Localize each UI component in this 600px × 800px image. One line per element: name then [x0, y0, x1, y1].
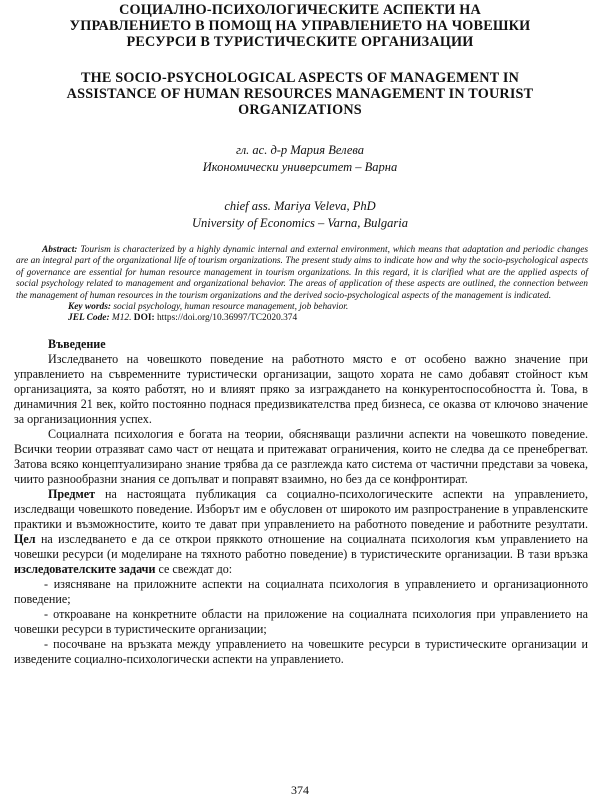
abstract-label: Abstract: [42, 245, 78, 255]
title-english [8, 70, 592, 118]
doi-link[interactable]: https://doi.org/10.36997/TC2020.374 [156, 313, 298, 324]
title-en-line: THE SOCIO-PSYCHOLOGICAL ASPECTS OF MANAGEMENT IN [80, 70, 520, 86]
task-list-item: - откроаване на конкретните области на приложение на социалната психология при управлението на човешки ресурси в туристическите организации; [14, 606, 588, 636]
page-number: 374 [291, 783, 309, 797]
keywords-text: social psychology, human resource management, job behavior. [113, 302, 349, 313]
title-bg-line: СОЦИАЛНО-ПСИХОЛОГИЧЕСКИТЕ АСПЕКТИ НА [119, 2, 481, 18]
body-text-run: на изследването е да се открои пряккото отношение на социалната психология към управлението на човешки ресурси (и моделиране на тяхното работно поведение) в туристическите организации. В тази връзка [14, 531, 588, 561]
abstract-paragraph [16, 245, 588, 302]
title-en-line: ORGANIZATIONS [238, 102, 362, 118]
author-en-affiliation: University of Economics – Varna, Bulgaria [192, 216, 408, 230]
emphasis-subject: Предмет [48, 486, 96, 501]
emphasis-tasks: изследователските задачи [14, 561, 156, 576]
jel-doi-line [42, 313, 588, 324]
keywords-label: Key words: [68, 302, 111, 313]
body-paragraph [14, 487, 588, 577]
body-text [8, 337, 592, 667]
abstract-text: Tourism is characterized by a highly dynamic internal and external environment, which means that adaptation and periodic changes are an integral part of the organizational life of tourism organizations. The present study aims to indicate how and why the socio-psychological aspects of governance are essential for human resource management in tourism organizations. In this regard, it is clarified what are the applied aspects of social psychology related to management and organizational behavior. The areas of application of these aspects are outlined, the connection between the management of human resources in the tourism organizations and the derived socio-psychological aspects of the management is indicated. [16, 245, 588, 301]
body-text-run: на настоящата публикация са социално-психологическите аспекти на управлението, изследващи човешкото поведение. Изборът им е обусловен от широкото им разпространение в управленските практики и възможностите, които те дават при управлението на работното поведение и работните резултати. [14, 486, 588, 531]
title-bg-line: УПРАВЛЕНИЕТО В ПОМОЩ НА УПРАВЛЕНИЕТО НА ЧОВЕШКИ [69, 18, 531, 34]
jel-code: M12. [111, 313, 132, 324]
section-heading: Въведение [48, 336, 106, 351]
task-list-item: - изясняване на приложните аспекти на социалната психология в управлението и организационното поведение; [14, 576, 588, 606]
author-bg-affiliation: Икономически университет – Варна [202, 160, 398, 174]
title-bg-line: РЕСУРСИ В ТУРИСТИЧЕСКИТЕ ОРГАНИЗАЦИИ [126, 34, 474, 50]
title-en-line: ASSISTANCE OF HUMAN RESOURCES MANAGEMENT IN TOURIST [66, 86, 534, 102]
author-bg-name: гл. ас. д-р Мария Велева [235, 143, 364, 157]
body-paragraph: Социалната психология е богата на теории, обясняващи различни аспекти на човешкото поведение. Всички теории отразяват само част от нещата и притежават ограничения, които не следва да се пренебрегват. Затова всяко концептуализирано знание трябва да се разглежда като система от частични представи за човека, чиито разнообразни знания се допълват и поправят взаимно, но без да се конфронтират. [14, 426, 588, 486]
author-en-name: chief ass. Mariya Veleva, PhD [224, 199, 376, 213]
abstract-block [8, 245, 592, 325]
body-paragraph: Изследването на човешкото поведение на работното място е от особено важно значение при управлението на съвременните туристически организации, защото хората не само добавят стойност към организацията, за която работят, но и влияят пряко за изграждането на конкурентоспособността ѝ. Това, в динамичния 21 век, който постоянно поднася предизвикателства пред бизнеса, се оказва от ключово значение за организационния успех. [14, 351, 588, 426]
author-block [8, 142, 592, 232]
doi-label: DOI: [133, 313, 155, 324]
keywords-line [42, 302, 588, 313]
task-list-item: - посочване на връзката между управлението на човешките ресурси в туристическите организации и изведените социално-психологически аспекти на управлението. [14, 636, 588, 666]
title-bulgarian [8, 2, 592, 50]
emphasis-goal: Цел [14, 531, 36, 546]
jel-label: JEL Code: [68, 313, 110, 324]
body-text-run: се свеждат до: [155, 561, 233, 576]
